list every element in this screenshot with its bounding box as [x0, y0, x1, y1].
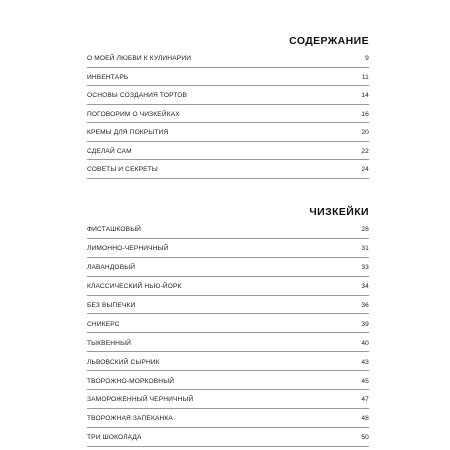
recipe-row-page: 40 — [361, 339, 369, 347]
recipe-row-page: 50 — [361, 434, 369, 442]
recipe-row[interactable] — [87, 258, 369, 277]
toc-row-title: КРЕМЫ ДЛЯ ПОКРЫТИЯ — [87, 129, 169, 137]
toc-row-title: О МОЕЙ ЛЮБВИ К КУЛИНАРИИ — [87, 55, 192, 63]
toc-row-page: 20 — [361, 129, 369, 137]
recipe-row[interactable] — [87, 333, 369, 352]
toc-row[interactable] — [87, 123, 369, 142]
recipe-row-title: ЛИМОННО-ЧЕРНИЧНЫЙ — [87, 245, 169, 253]
toc-row-title: ИНВЕНТАРЬ — [87, 73, 129, 81]
recipe-row-title: БЕЗ ВЫПЕЧКИ — [87, 302, 136, 309]
recipe-row-title: ТЫКВЕННЫЙ — [87, 339, 131, 347]
recipe-row-title: ЛЬВОВСКИЙ СЫРНИК — [87, 358, 160, 366]
toc-row-title: СОВЕТЫ И СЕКРЕТЫ — [87, 166, 158, 174]
toc-row[interactable] — [87, 142, 369, 161]
recipe-row[interactable] — [87, 239, 369, 258]
toc-row-title: СДЕЛАЙ САМ — [87, 147, 132, 155]
toc-row-page: 11 — [361, 73, 369, 81]
recipe-row-title: ЛАВАНДОВЫЙ — [87, 264, 136, 272]
recipe-row-title: ФИСТАШКОВЫЙ — [87, 226, 142, 234]
recipe-row-page: 33 — [361, 264, 369, 272]
recipe-row-page: 47 — [361, 396, 369, 404]
toc-row[interactable] — [87, 160, 369, 179]
recipe-row[interactable] — [87, 220, 369, 239]
recipe-row-title: ТРИ ШОКОЛАДА — [87, 434, 142, 442]
toc-row[interactable] — [87, 68, 369, 87]
recipe-row[interactable] — [87, 409, 369, 428]
recipe-row-page: 36 — [361, 302, 369, 309]
recipe-row-page: 31 — [361, 245, 369, 253]
toc-row[interactable] — [87, 86, 369, 105]
toc-row[interactable] — [87, 49, 369, 68]
recipe-row[interactable] — [87, 296, 369, 315]
recipe-row-page: 45 — [361, 377, 369, 385]
recipe-row[interactable] — [87, 390, 369, 409]
recipe-row[interactable] — [87, 352, 369, 371]
recipe-row-title: ТВОРОЖНО-МОРКОВНЫЙ — [87, 377, 175, 385]
recipe-row[interactable] — [87, 314, 369, 333]
toc-row-page: 24 — [361, 166, 369, 174]
recipe-row-page: 39 — [361, 320, 369, 328]
recipe-row[interactable] — [87, 428, 369, 447]
recipe-row-title: СНИКЕРС — [87, 320, 120, 328]
recipe-row-page: 28 — [361, 226, 369, 234]
toc-row-title: ОСНОВЫ СОЗДАНИЯ ТОРТОВ — [87, 92, 188, 100]
contents-heading: СОДЕРЖАНИЕ — [289, 35, 369, 47]
toc-row-title: ПОГОВОРИМ О ЧИЗКЕЙКАХ — [87, 110, 180, 118]
recipe-row-title: КЛАССИЧЕСКИЙ НЬЮ-ЙОРК — [87, 283, 182, 291]
recipe-row-title: ТВОРОЖНАЯ ЗАПЕКАНКА — [87, 415, 173, 423]
toc-row-page: 16 — [361, 110, 369, 118]
toc-row-page: 22 — [361, 147, 369, 155]
contents-section — [87, 34, 369, 179]
recipe-row-page: 48 — [361, 415, 369, 423]
recipe-row[interactable] — [87, 371, 369, 390]
recipe-row-title: ЗАМОРОЖЕННЫЙ ЧЕРНИЧНЫЙ — [87, 396, 194, 404]
toc-row-page: 9 — [365, 55, 369, 63]
recipe-row[interactable] — [87, 277, 369, 296]
recipe-row-page: 43 — [361, 358, 369, 366]
cheesecakes-section — [87, 205, 369, 447]
toc-row-page: 14 — [361, 92, 369, 100]
recipe-row-page: 34 — [361, 283, 369, 291]
toc-row[interactable] — [87, 105, 369, 124]
cheesecakes-heading: ЧИЗКЕЙКИ — [309, 206, 369, 218]
